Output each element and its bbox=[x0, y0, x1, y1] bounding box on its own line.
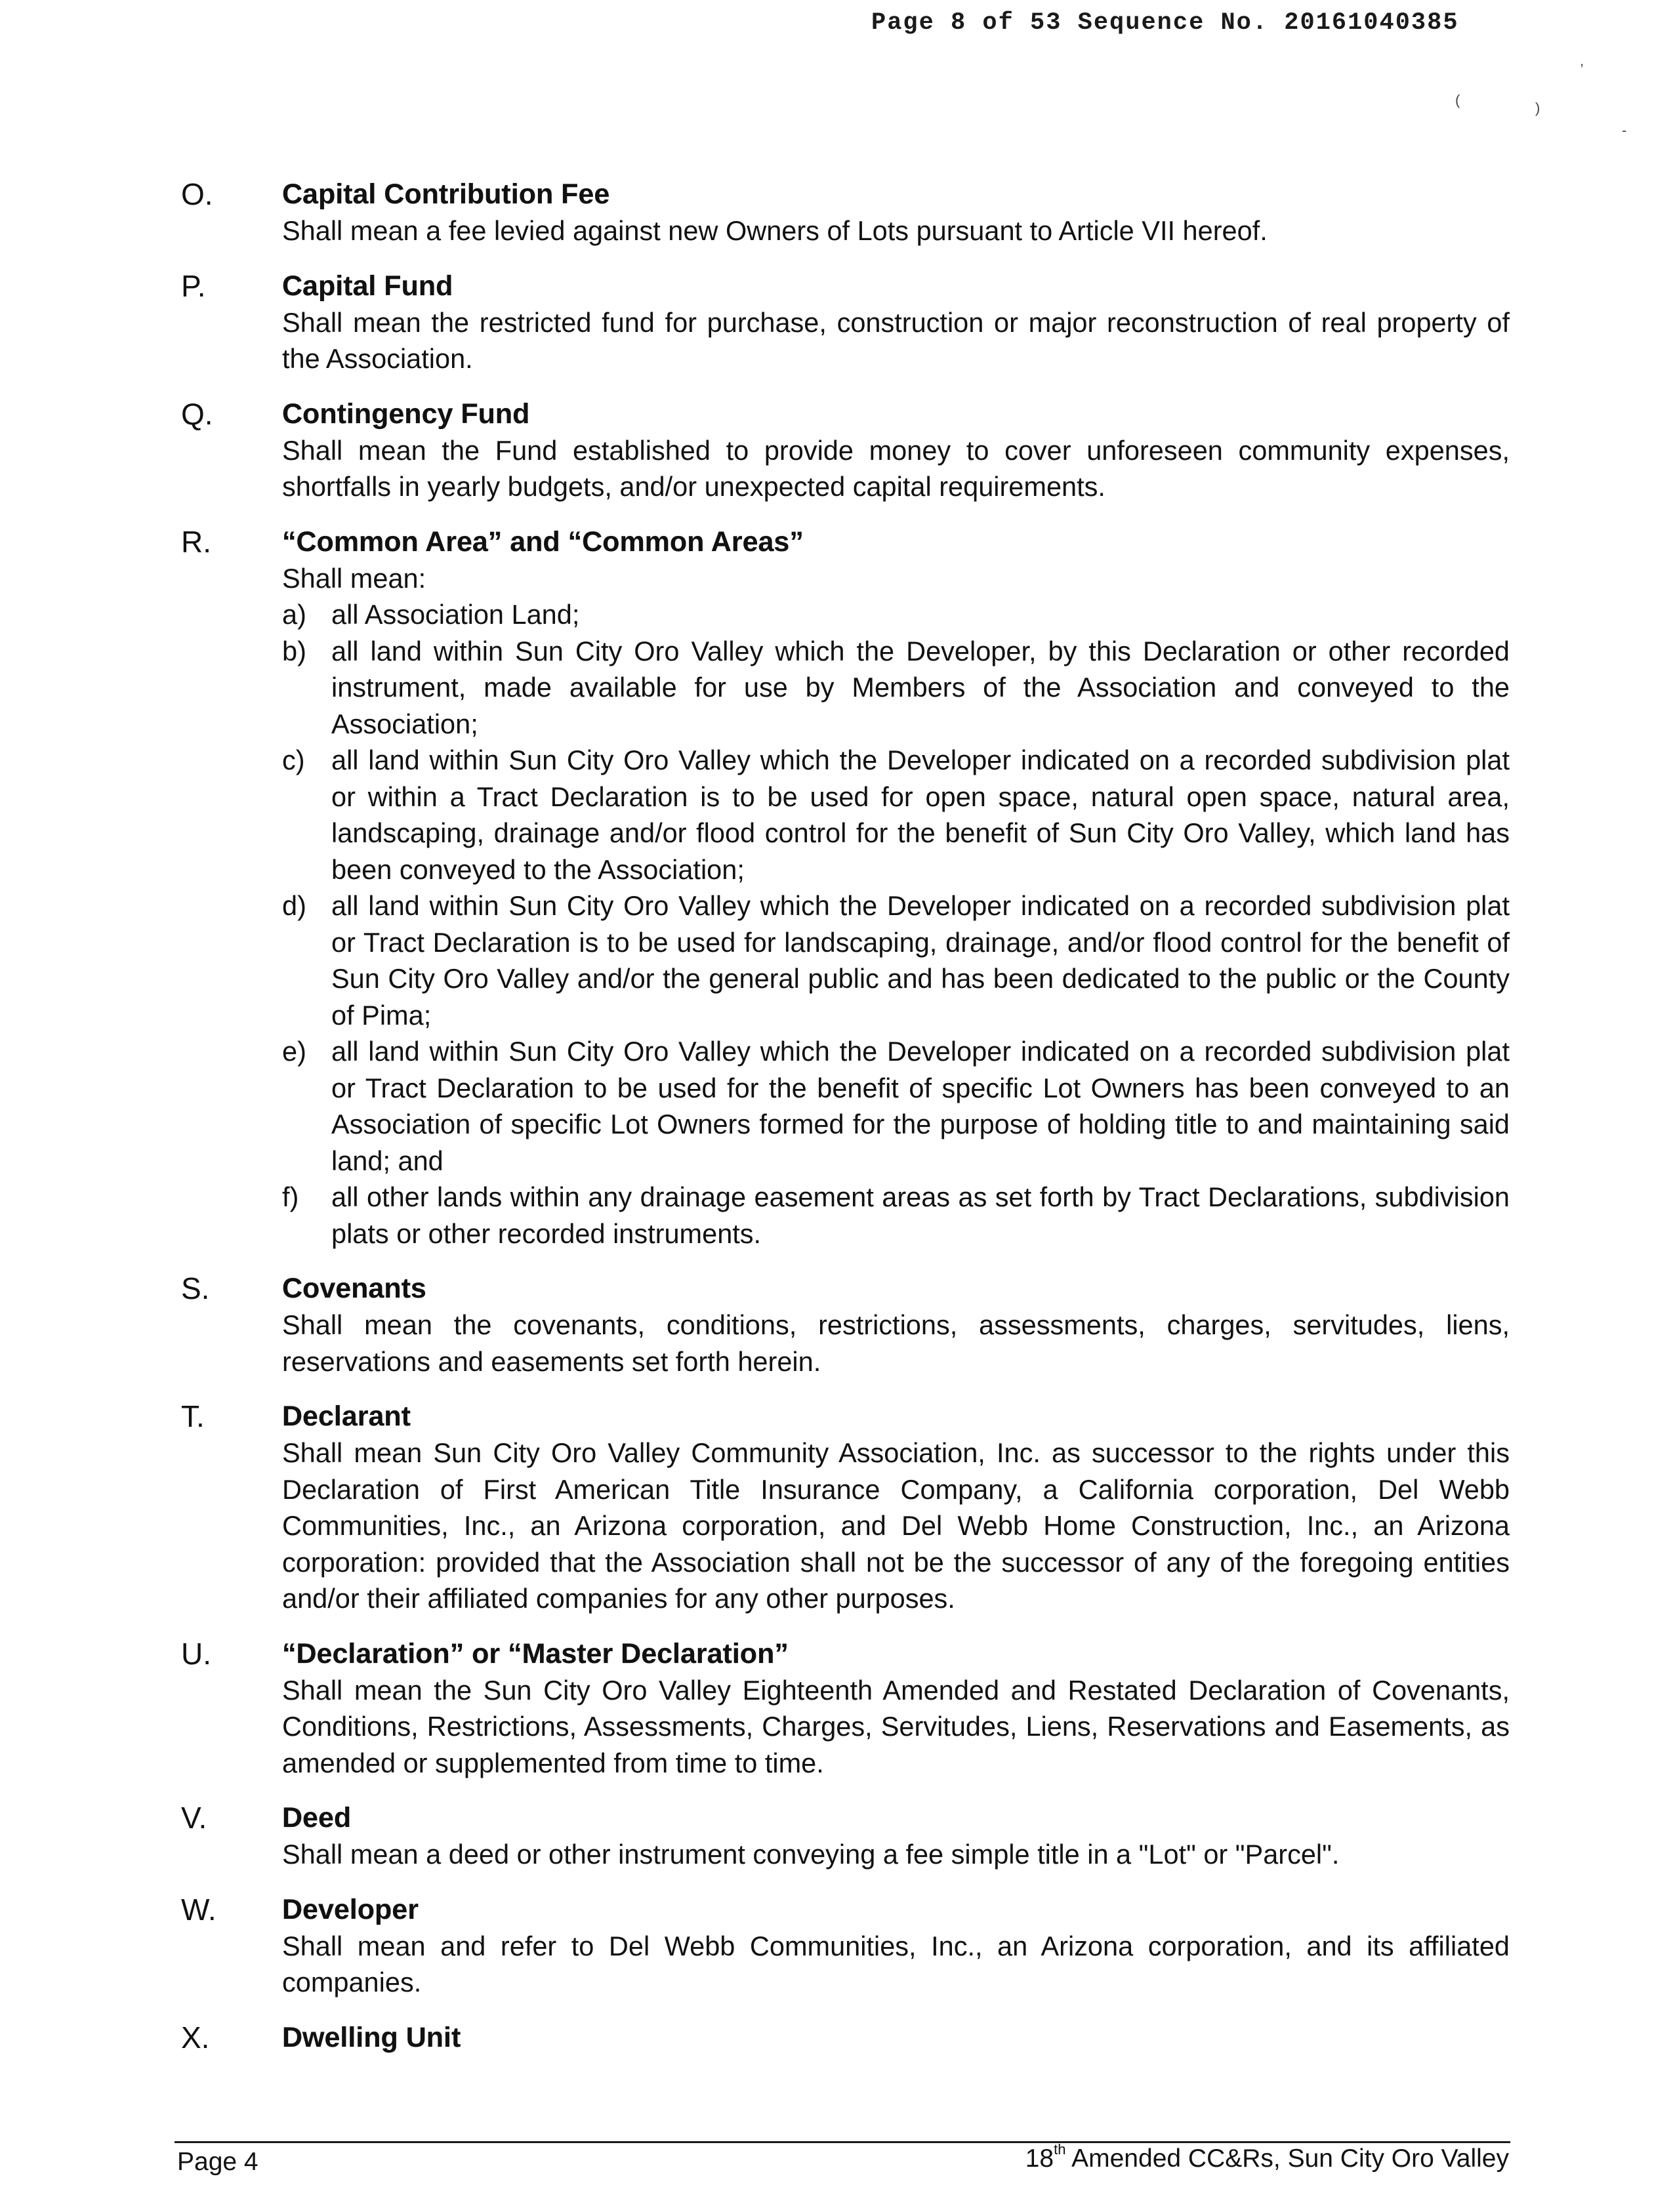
definition-letter: R. bbox=[181, 524, 211, 559]
definition-entry bbox=[181, 268, 1510, 377]
definition-entry bbox=[181, 523, 1510, 1252]
footer-page-number: Page 4 bbox=[177, 2148, 258, 2176]
definition-term: Developer bbox=[282, 1893, 419, 1925]
definition-letter: V. bbox=[181, 1801, 207, 1835]
definition-text: Shall mean the Sun City Oro Valley Eighteenth Amended and Restated Declaration of Covenants, Conditions, Restrictions, Assessments, Charges, Servitudes, Liens, Reservations and Easements, as amended or supplemented from time to time. bbox=[282, 1674, 1510, 1778]
sublist-text: all other lands within any drainage easement areas as set forth by Tract Declarations, subdivision plats or other recorded instruments. bbox=[331, 1181, 1510, 1249]
definition-body bbox=[282, 2019, 1510, 2056]
definition-body bbox=[282, 268, 1510, 377]
common-area-sublist bbox=[282, 596, 1510, 1252]
definition-body bbox=[282, 523, 1510, 1252]
definition-body bbox=[282, 1891, 1510, 2001]
sublist-text: all land within Sun City Oro Valley which the Developer indicated on a recorded subdivision plat or Tract Declaration to be used for the benefit of specific Lot Owners has been conveyed to an Association of specific Lot Owners formed for the purpose of holding title to and maintaining said land; and bbox=[331, 1036, 1510, 1176]
definition-term: Covenants bbox=[282, 1273, 426, 1304]
definition-term: “Common Area” and “Common Areas” bbox=[282, 525, 804, 558]
definition-letter: T. bbox=[181, 1399, 205, 1433]
sublist-marker: d) bbox=[282, 890, 306, 921]
sublist-text: all land within Sun City Oro Valley which the Developer indicated on a recorded subdivision plat or Tract Declaration is to be used for landscaping, drainage, and/or flood control for the benefit of Sun City Oro Valley and/or the general public and has been dedicated to the public or the County of Pima; bbox=[331, 890, 1510, 1031]
definition-letter: P. bbox=[181, 268, 206, 303]
sublist-item bbox=[282, 596, 1510, 633]
definition-text: Shall mean Sun City Oro Valley Community Association, Inc. as successor to the rights under this Declaration of First American Title Insurance Company, a California corporation, Del Webb Communities, Inc., an Arizona corporation, and Del Webb Home Construction, Inc., an Arizona corporation: provided that the Association shall not be the successor of any of the foregoing entities and/or their affiliated companies for any other purposes. bbox=[282, 1437, 1510, 1614]
definition-term: Contingency Fund bbox=[282, 398, 530, 430]
definition-letter: S. bbox=[181, 1271, 210, 1305]
definition-body bbox=[282, 176, 1510, 249]
definition-entry bbox=[181, 1635, 1510, 1782]
definition-letter: W. bbox=[181, 1892, 217, 1927]
sublist-item bbox=[282, 742, 1510, 888]
definition-body bbox=[282, 1270, 1510, 1380]
sublist-item bbox=[282, 888, 1510, 1033]
definition-letter: X. bbox=[181, 2020, 210, 2055]
definition-term: Declarant bbox=[282, 1401, 411, 1432]
sublist-marker: e) bbox=[282, 1036, 306, 1067]
sublist-item bbox=[282, 1033, 1510, 1179]
definition-entry bbox=[181, 1270, 1510, 1380]
sublist-text: all land within Sun City Oro Valley which the Developer indicated on a recorded subdivision plat or within a Tract Declaration is to be used for open space, natural open space, natural area, landscaping, drainage and/or flood control for the benefit of Sun City Oro Valley, which land has been conveyed to the Association; bbox=[331, 745, 1510, 885]
definition-entry bbox=[181, 2019, 1510, 2056]
sublist-item bbox=[282, 633, 1510, 743]
definition-entry bbox=[181, 176, 1510, 249]
sequence-stamp: Page 8 of 53 Sequence No. 20161040385 bbox=[871, 9, 1459, 37]
definition-letter: U. bbox=[181, 1636, 211, 1671]
definition-body bbox=[282, 1799, 1510, 1873]
definition-body bbox=[282, 1398, 1510, 1617]
footer-title-text: Amended CC&Rs, Sun City Oro Valley bbox=[1065, 2144, 1509, 2173]
definition-entry bbox=[181, 1891, 1510, 2001]
definition-text: Shall mean the restricted fund for purchase, construction or major reconstruction of real property of the Association. bbox=[282, 306, 1510, 374]
footer-title-ordinal: th bbox=[1054, 2141, 1066, 2158]
definition-entry bbox=[181, 1799, 1510, 1873]
definition-text: Shall mean: bbox=[282, 562, 426, 594]
definition-term: Capital Contribution Fee bbox=[282, 178, 610, 210]
sublist-marker: f) bbox=[282, 1181, 299, 1212]
definition-body bbox=[282, 1635, 1510, 1782]
definition-term: Dwelling Unit bbox=[282, 2021, 461, 2053]
sublist-text: all land within Sun City Oro Valley which the Developer, by this Declaration or other recorded instrument, made available for use by Members of the Association and conveyed to the Association; bbox=[331, 635, 1510, 739]
footer-document-title bbox=[1025, 2142, 1509, 2175]
definition-text: Shall mean and refer to Del Webb Communities, Inc., an Arizona corporation, and its affiliated companies. bbox=[282, 1930, 1510, 1997]
scan-speck: ) bbox=[1535, 100, 1540, 116]
definition-letter: Q. bbox=[181, 396, 213, 431]
definition-letter: O. bbox=[181, 177, 213, 211]
sublist-item bbox=[282, 1179, 1510, 1252]
definition-entry bbox=[181, 1398, 1510, 1617]
sublist-marker: b) bbox=[282, 635, 306, 666]
scan-speck: - bbox=[1622, 122, 1627, 138]
definition-text: Shall mean the Fund established to provide money to cover unforeseen community expenses, shortfalls in yearly budgets, and/or unexpected capital requirements. bbox=[282, 434, 1510, 502]
definitions-list bbox=[181, 176, 1510, 2074]
definition-entry bbox=[181, 396, 1510, 505]
definition-term: Deed bbox=[282, 1802, 352, 1833]
definition-term: “Declaration” or “Master Declaration” bbox=[282, 1637, 789, 1669]
sublist-marker: a) bbox=[282, 599, 306, 630]
sublist-text: all Association Land; bbox=[331, 599, 580, 630]
definition-text: Shall mean the covenants, conditions, restrictions, assessments, charges, servitudes, liens, reservations and easements set forth herein. bbox=[282, 1309, 1510, 1377]
definition-term: Capital Fund bbox=[282, 270, 453, 302]
definition-body bbox=[282, 396, 1510, 505]
scan-speck: , bbox=[1580, 52, 1584, 69]
definition-text: Shall mean a fee levied against new Owners of Lots pursuant to Article VII hereof. bbox=[282, 215, 1268, 246]
definition-text: Shall mean a deed or other instrument conveying a fee simple title in a "Lot" or "Parcel". bbox=[282, 1839, 1340, 1870]
footer-title-prefix: 18 bbox=[1025, 2144, 1054, 2173]
sublist-marker: c) bbox=[282, 745, 305, 775]
scan-speck: ( bbox=[1455, 92, 1460, 108]
